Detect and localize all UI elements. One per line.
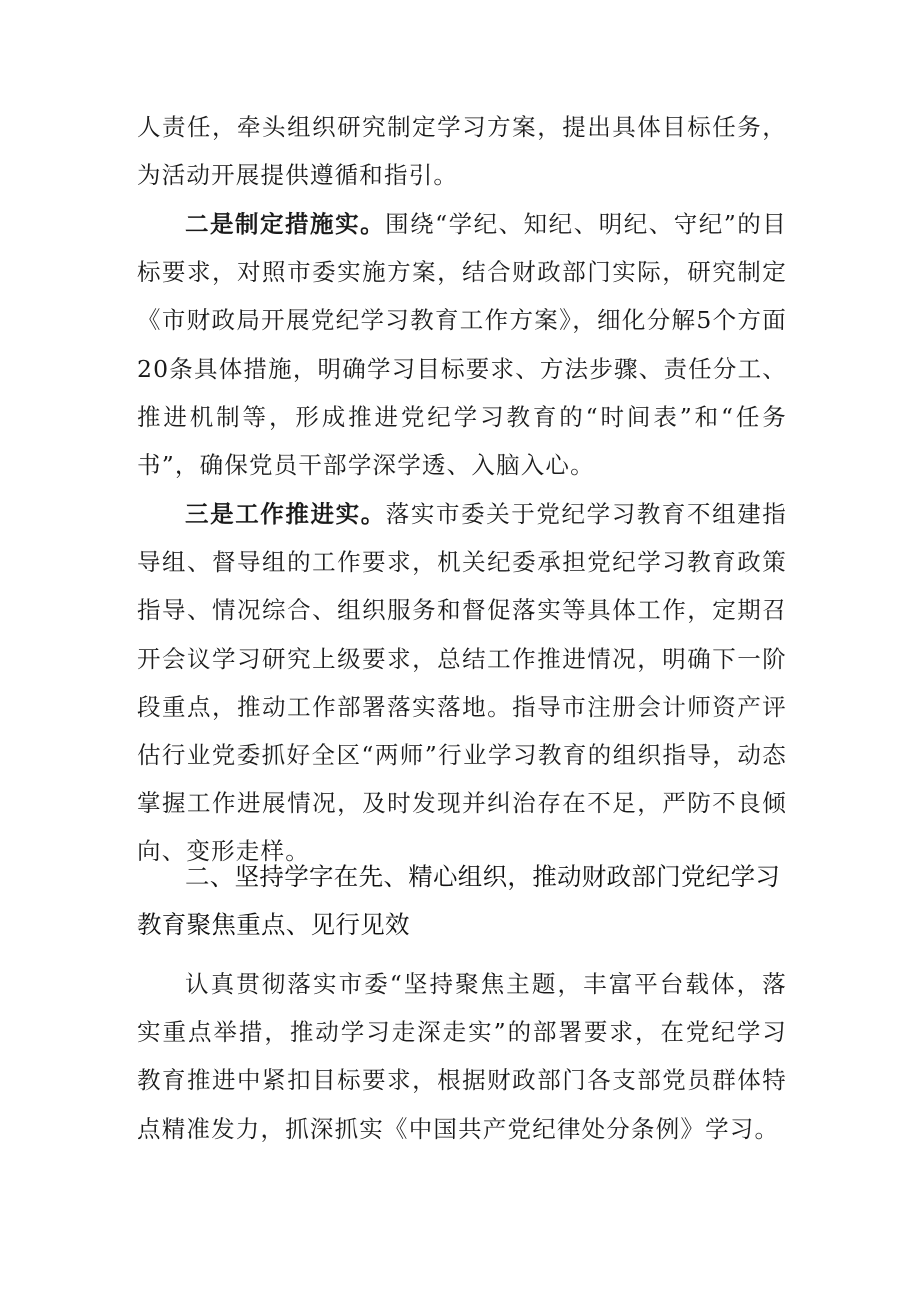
paragraph-text: 落实市委关于党纪学习教育不组建指导组、督导组的工作要求，机关纪委承担党纪学习教育政策指导、情况综合、组织服务和督促落实等具体工作，定期召开会议学习研究上级要求，总结工作推进情况，明确下一阶段重点，推动工作部署落实落地。指导市注册会计师资产评估行业党委抓好全区“两师”行业学习教育的组织指导，动态掌握工作进展情况，及时发现并纠治存在不足，严防不良倾向、变形走样。 xyxy=(137,500,787,866)
paragraph-continuation xyxy=(137,103,787,199)
paragraph-lead: 二是制定措施实。 xyxy=(185,210,386,238)
paragraph-text: 围绕“学纪、知纪、明纪、守纪”的目标要求，对照市委实施方案，结合财政部门实际，研究制定《市财政局开展党纪学习教育工作方案》，细化分解5个方面20条具体措施，明确学习目标要求、方法步骤、责任分工、推进机制等，形成推进党纪学习教育的“时间表”和“任务书”，确保党员干部学深学透、入脑入心。 xyxy=(137,210,787,480)
paragraph-lead: 三是工作推进实。 xyxy=(185,500,386,528)
paragraph-measures xyxy=(137,200,787,489)
paragraph-progress xyxy=(137,490,787,876)
paragraph-text: 认真贯彻落实市委“坚持聚焦主题，丰富平台载体，落实重点举措，推动学习走深走实”的部署要求，在党纪学习教育推进中紧扣目标要求，根据财政部门各支部党员群体特点精准发力，抓深抓实《中国共产党纪律处分条例》学习。 xyxy=(137,970,787,1143)
section-heading: 二、坚持学字在先、精心组织，推动财政部门党纪学习教育聚焦重点、见行见效 xyxy=(137,862,781,939)
paragraph-text: 人责任，牵头组织研究制定学习方案，提出具体目标任务，为活动开展提供遵循和指引。 xyxy=(137,113,787,190)
paragraph-implementation xyxy=(137,960,787,1153)
